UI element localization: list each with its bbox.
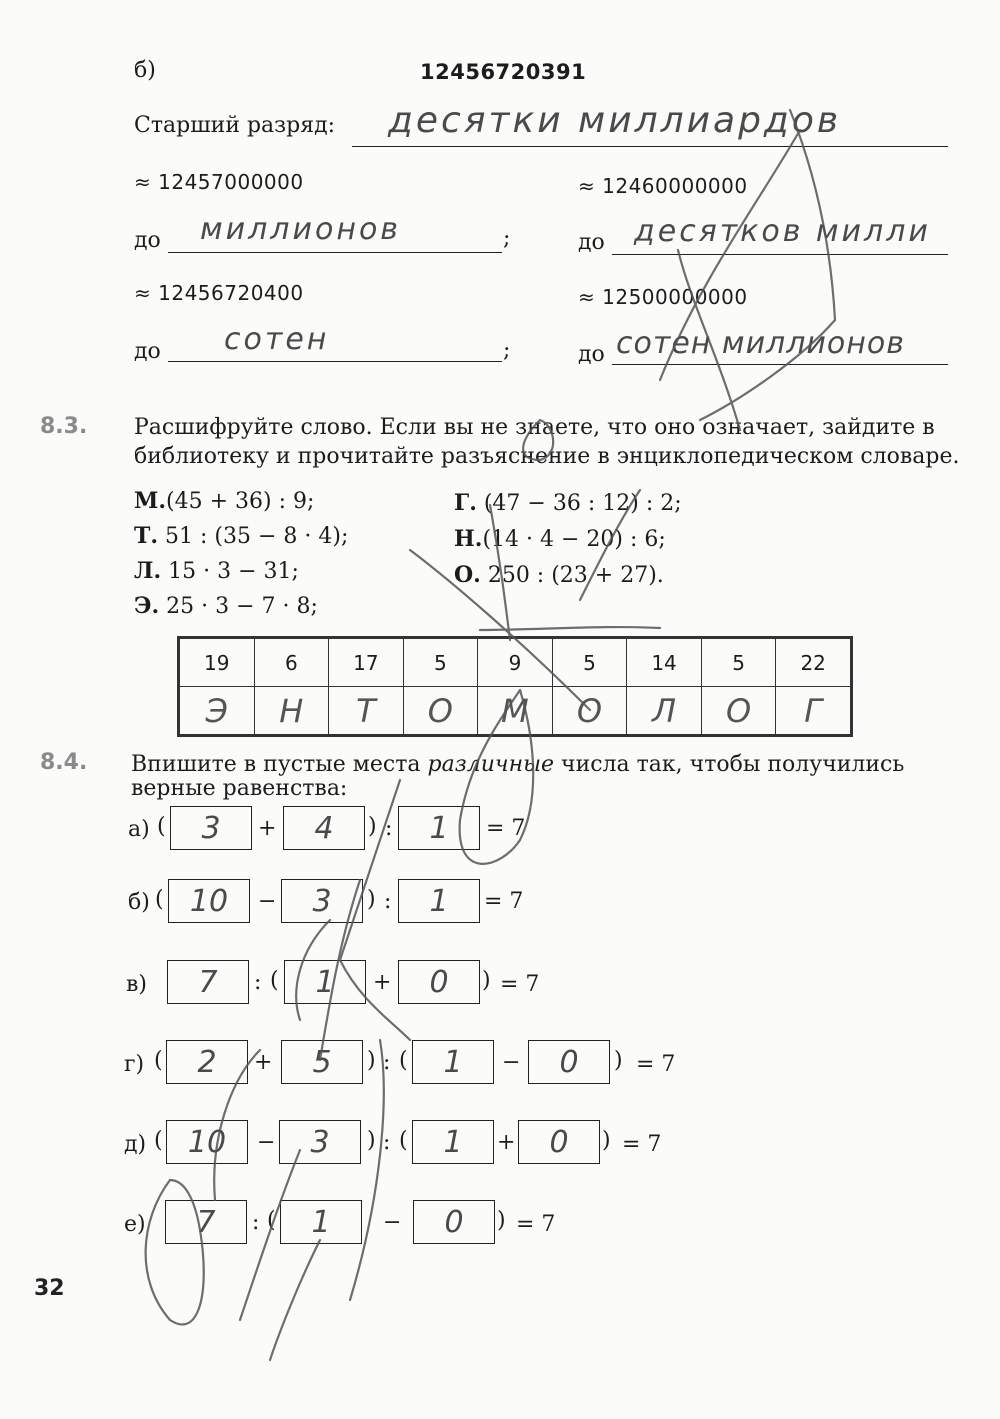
answer-box[interactable]: 10 xyxy=(168,879,250,923)
answer-box[interactable]: 0 xyxy=(413,1200,495,1244)
answer-left-1: миллионов xyxy=(200,212,401,247)
answer-box[interactable]: 4 xyxy=(283,806,365,850)
paren: ( xyxy=(155,887,164,912)
decode-letter-cell: Т xyxy=(329,687,404,736)
task-8-3-text-line1: Расшифруйте слово. Если вы не знаете, что оно означает, зайдите в xyxy=(134,415,935,440)
semicolon-left-1: ; xyxy=(503,226,511,251)
answer-box[interactable]: 2 xyxy=(166,1040,248,1084)
answer-line-right-2 xyxy=(612,364,948,365)
equals-seven: = 7 xyxy=(500,972,540,997)
decode-letter-cell: Э xyxy=(179,687,255,736)
operator: : xyxy=(383,1050,391,1075)
decode-letter-cell: О xyxy=(403,687,478,736)
paren: ) xyxy=(368,814,377,839)
equals-seven: = 7 xyxy=(622,1132,662,1157)
paren: ) xyxy=(367,1048,376,1073)
answer-right-1: десятков милли xyxy=(634,214,931,249)
operator: + xyxy=(258,816,277,841)
operator: − xyxy=(502,1050,521,1075)
paren: ) xyxy=(602,1128,611,1153)
answer-left-2: сотен xyxy=(224,322,330,357)
given-number: 12456720391 xyxy=(420,60,587,84)
row-d-label: д) xyxy=(124,1132,147,1157)
row-g-label: г) xyxy=(124,1052,145,1077)
senior-rank-line xyxy=(352,146,948,147)
answer-box[interactable]: 3 xyxy=(170,806,252,850)
decode-letter-cell: Г xyxy=(776,687,852,736)
to-label-left-1: до xyxy=(134,228,161,253)
senior-rank-answer: десятки миллиардов xyxy=(388,100,842,141)
operator: − xyxy=(383,1210,402,1235)
paren: ( xyxy=(154,1048,163,1073)
answer-box[interactable]: 1 xyxy=(412,1120,494,1164)
answer-box[interactable]: 1 xyxy=(398,879,480,923)
decode-number-cell: 19 xyxy=(179,638,255,687)
row-e-label: е) xyxy=(124,1212,146,1237)
answer-box[interactable]: 0 xyxy=(398,960,480,1004)
paren: ) xyxy=(367,887,376,912)
answer-line-right-1 xyxy=(612,254,948,255)
approx-right-2: ≈ 12500000000 xyxy=(578,285,748,309)
paren: ( xyxy=(270,968,279,993)
answer-box[interactable]: 5 xyxy=(281,1040,363,1084)
operator: − xyxy=(257,1130,276,1155)
decode-letters-row xyxy=(179,687,852,736)
expr-m: М.(45 + 36) : 9; xyxy=(134,488,315,514)
row-b-label: б) xyxy=(128,890,150,915)
answer-right-2: сотен миллионов xyxy=(616,326,905,361)
operator: : xyxy=(254,970,262,995)
decode-number-cell: 5 xyxy=(701,638,776,687)
approx-right-1: ≈ 12460000000 xyxy=(578,174,748,198)
expr-e: Э. 25 · 3 − 7 · 8; xyxy=(134,593,318,619)
decode-number-cell: 17 xyxy=(329,638,404,687)
answer-box[interactable]: 1 xyxy=(398,806,480,850)
decode-letter-cell: О xyxy=(552,687,627,736)
operator: : xyxy=(384,889,392,914)
decode-number-cell: 14 xyxy=(627,638,702,687)
decode-number-cell: 9 xyxy=(478,638,553,687)
decode-letter-cell: Л xyxy=(627,687,702,736)
answer-box[interactable]: 0 xyxy=(528,1040,610,1084)
expr-l: Л. 15 · 3 − 31; xyxy=(134,558,299,584)
equals-seven: = 7 xyxy=(636,1052,676,1077)
paren: ) xyxy=(497,1208,506,1233)
operator: + xyxy=(373,970,392,995)
paren: ) xyxy=(367,1128,376,1153)
part-label: б) xyxy=(134,58,156,83)
equals-seven: = 7 xyxy=(516,1212,556,1237)
expr-t: Т. 51 : (35 − 8 · 4); xyxy=(134,523,349,549)
operator: : xyxy=(252,1210,260,1235)
decode-letter-cell: О xyxy=(701,687,776,736)
paren: ( xyxy=(267,1208,276,1233)
task-8-3-text-line2: библиотеку и прочитайте разъяснение в энциклопедическом словаре. xyxy=(134,444,960,469)
task-number-8-4: 8.4. xyxy=(40,750,88,775)
answer-box[interactable]: 1 xyxy=(280,1200,362,1244)
decode-numbers-row xyxy=(179,638,852,687)
task-8-4-text-line1: Впишите в пустые места различные числа так, чтобы получились xyxy=(131,752,905,777)
paren: ) xyxy=(482,968,491,993)
equals-seven: = 7 xyxy=(484,889,524,914)
operator: + xyxy=(497,1130,516,1155)
expr-o: О. 250 : (23 + 27). xyxy=(454,562,664,588)
answer-line-left-1 xyxy=(168,252,502,253)
answer-box[interactable]: 0 xyxy=(518,1120,600,1164)
decode-table xyxy=(177,636,853,737)
paren: ) xyxy=(614,1048,623,1073)
decode-number-cell: 6 xyxy=(254,638,329,687)
operator: : xyxy=(385,816,393,841)
answer-box[interactable]: 1 xyxy=(284,960,366,1004)
decode-number-cell: 5 xyxy=(403,638,478,687)
decode-letter-cell: Н xyxy=(254,687,329,736)
row-a-label: а) xyxy=(128,817,150,842)
to-label-right-2: до xyxy=(578,342,605,367)
senior-rank-label: Старший разряд: xyxy=(134,113,336,138)
answer-box[interactable]: 10 xyxy=(166,1120,248,1164)
paren: ( xyxy=(399,1128,408,1153)
task-8-4-text-line2: верные равенства: xyxy=(131,776,348,801)
decode-number-cell: 22 xyxy=(776,638,852,687)
answer-box[interactable]: 7 xyxy=(167,960,249,1004)
decode-number-cell: 5 xyxy=(552,638,627,687)
paren: ( xyxy=(399,1048,408,1073)
answer-box[interactable]: 3 xyxy=(279,1120,361,1164)
answer-box[interactable]: 1 xyxy=(412,1040,494,1084)
expr-n: Н.(14 · 4 − 20) : 6; xyxy=(454,526,666,552)
page-number: 32 xyxy=(34,1276,65,1301)
to-label-right-1: до xyxy=(578,230,605,255)
approx-left-2: ≈ 12456720400 xyxy=(134,281,304,305)
operator: + xyxy=(254,1050,273,1075)
decode-letter-cell: М xyxy=(478,687,553,736)
answer-box[interactable]: 3 xyxy=(281,879,363,923)
row-v-label: в) xyxy=(126,972,147,997)
operator: − xyxy=(258,889,277,914)
paren: ( xyxy=(157,814,166,839)
operator: : xyxy=(383,1130,391,1155)
semicolon-left-2: ; xyxy=(503,338,511,363)
approx-left-1: ≈ 12457000000 xyxy=(134,170,304,194)
task-number-8-3: 8.3. xyxy=(40,414,88,439)
paren: ( xyxy=(154,1128,163,1153)
equals-seven: = 7 xyxy=(486,816,526,841)
to-label-left-2: до xyxy=(134,339,161,364)
expr-g: Г. (47 − 36 : 12) : 2; xyxy=(454,490,682,516)
answer-line-left-2 xyxy=(168,361,502,362)
answer-box[interactable]: 7 xyxy=(165,1200,247,1244)
